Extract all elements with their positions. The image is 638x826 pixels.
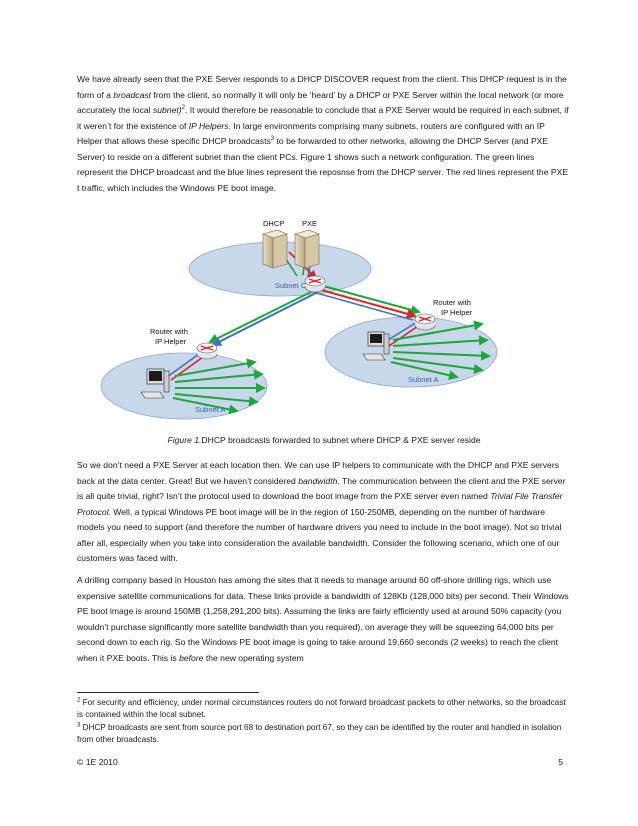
figure-caption: Figure 1.DHCP broadcasts forwarded to subnet where DHCP & PXE server reside <box>167 435 481 445</box>
network-diagram <box>77 212 571 428</box>
footnote-ref-2[interactable]: 2 <box>181 105 185 112</box>
router-left-label-line1: Router with <box>150 327 188 336</box>
footnote-separator <box>77 692 259 693</box>
router-right-icon <box>415 314 435 330</box>
router-right-label-line1: Router with <box>433 298 471 307</box>
copyright-text: © 1E 2010 <box>77 757 118 767</box>
page-footer <box>77 757 563 767</box>
subnet-a-left-ellipse <box>101 353 267 419</box>
router-core-icon <box>305 276 325 292</box>
paragraph-bandwidth: So we don’t need a PXE Server at each location then. We can use IP helpers to communicate with the DHCP and PXE servers back at the data center. Great! But we haven’t considered bandwidth. The communication between the client and the PXE server is all quite trivial, right? Isn’t the protocol used to download the boot image from the PXE server even named Trivial File Transfer Protocol. Well, a typical Windows PE boot image will be in the region of 150-250MB, depending on the number of hardware models you need to support (and therefore the number of hardware drivers you need to include in the boot image). Not so trivial after all, especially when you take into consideration the available bandwidth. Consider the following scenario, which one of our customers was faced with. <box>77 460 566 563</box>
subnet-a-left-label: Subnet A <box>195 405 226 414</box>
footnote-3: $^3$ DHCP broadcasts are sent from source port 68 to destination port 67, so they can be identified by the router and handled in isolation from other broadcasts. <box>77 722 562 744</box>
pxe-server-icon <box>295 230 319 268</box>
paragraph-drilling-example: A drilling company based in Houston has among the sites that it needs to manage around 60 off-shore drilling rigs, which use expensive satellite communications for data. These links provide a bandwidth of 128Kb (128,000 bits) per second. Their Windows PE boot image is around 150MB (1,258,291,200 bits). Assuming the links are fairly efficiently used at around 50% capacity (you wouldn’t purchase significantly more satellite bandwidth than you required), on average they will be squeezing 64,000 bits per second down to each rig. So the Windows PE boot image is going to take around 19,660 seconds (2 weeks) to reach the client when it PXE boots. This is before the new operating system <box>77 575 569 663</box>
router-left-label-line2: IP Helper <box>155 337 187 346</box>
router-left-icon <box>197 343 217 359</box>
dhcp-server-icon <box>263 230 287 268</box>
footnote-ref-3[interactable]: 3 <box>270 136 275 143</box>
page-number: 5 <box>558 757 563 767</box>
paragraph-pxe-intro: We have already seen that the PXE Server responds to a DHCP DISCOVER request from the client. This DHCP request is in the form of a broadcast from the client, so normally it will only be ‘heard’ by a DHCP or PXE Server within the local network (or more accurately the local subnet)$^2$. It would therefore be reasonable to conclude that a PXE Server would be required in each subnet, if it weren’t for the existence of IP Helpers. In large environments comprising many subnets, routers are configured with an IP Helper that allows these specific DHCP broadcasts$^3$ to be forwarded to other networks, allowing the DHCP Server (and PXE Server) to reside on a different subnet than the client PCs. Figure 1 shows such a network configuration. The green lines represent the DHCP broadcast and the blue lines represent the reposnse from the DHCP server. The red lines represent the PXE t traffic, which includes the Windows PE boot image. <box>77 74 569 193</box>
dhcp-label: DHCP <box>263 219 285 228</box>
pxe-label: PXE <box>302 219 318 228</box>
subnet-a-right-label: Subnet A <box>408 375 439 384</box>
router-right-label-line2: IP Helper <box>441 308 473 317</box>
subnet-c-label: Subnet C <box>275 281 307 290</box>
footnote-2: $^2$ For security and efficiency, under normal circumstances routers do not forward broadcast packets to other networks, so the broadcast is contained within the local subnet. <box>77 697 566 719</box>
